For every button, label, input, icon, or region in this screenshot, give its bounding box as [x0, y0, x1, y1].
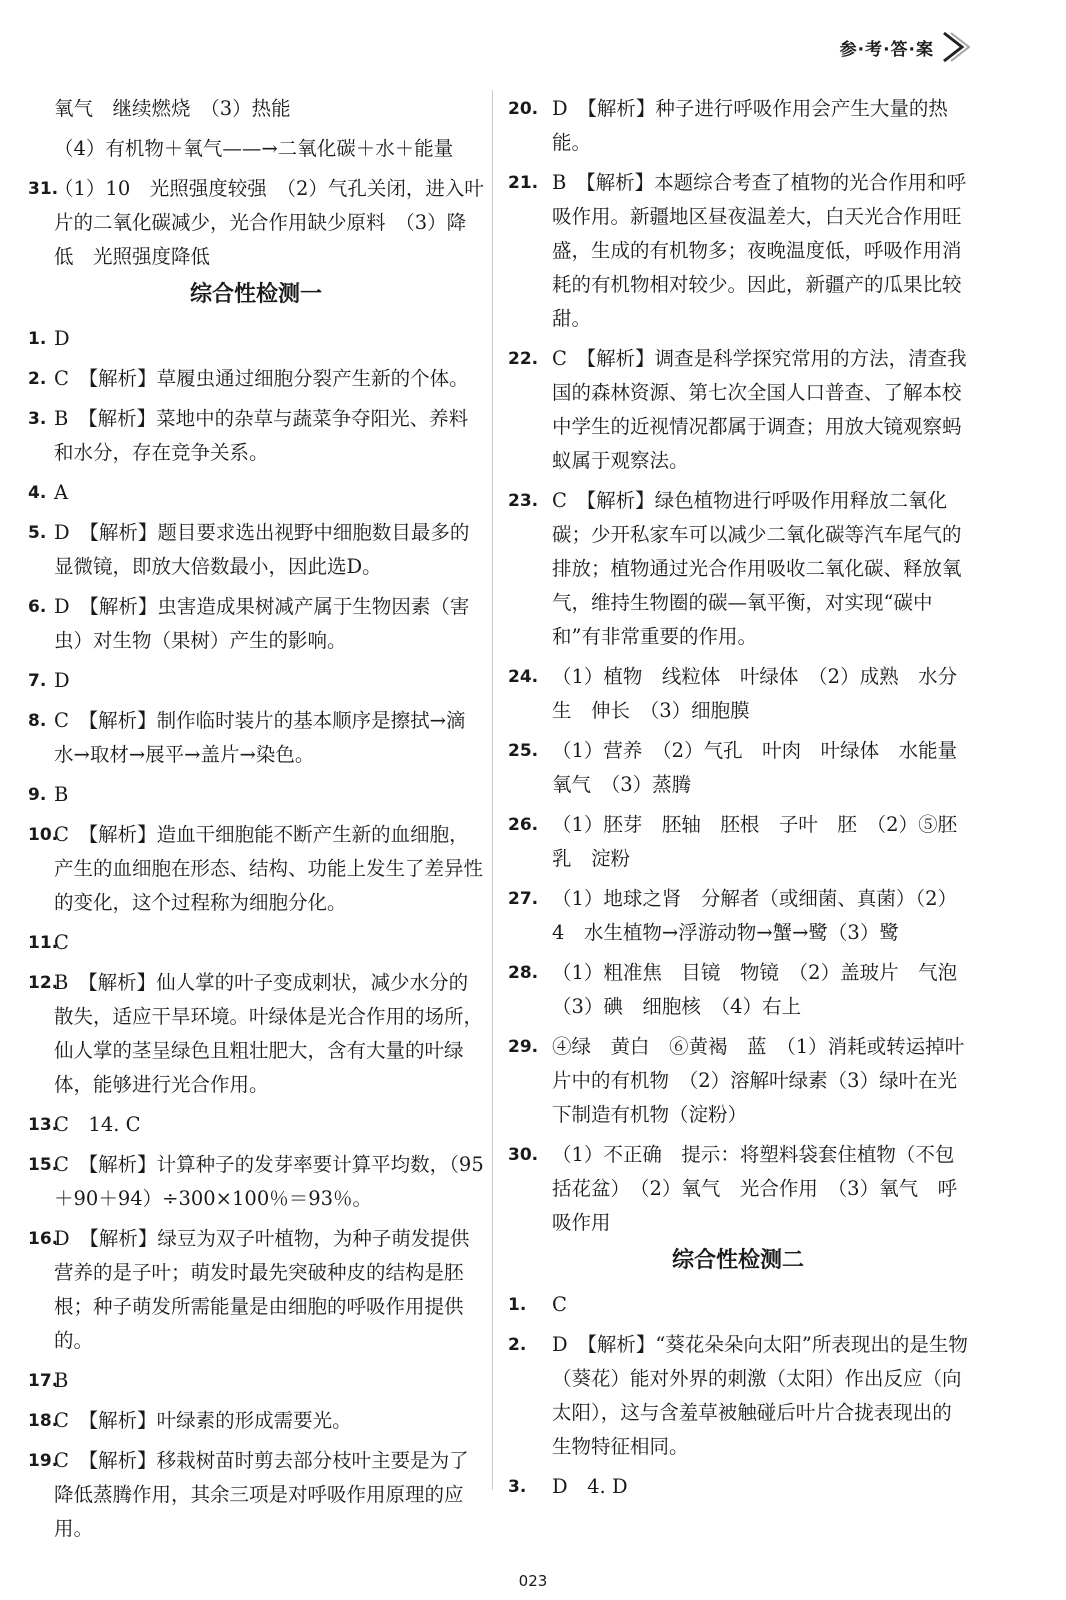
item-text: C 【解析】草履虫通过细胞分裂产生新的个体。	[54, 367, 469, 390]
answer-item	[508, 342, 968, 478]
answer-list-1-cont	[508, 92, 977, 1240]
item-number: 18.	[28, 1411, 59, 1431]
answer-item	[508, 1328, 968, 1464]
answer-item	[508, 1288, 968, 1322]
answer-item	[28, 1222, 484, 1358]
item-number: 29.	[508, 1037, 539, 1057]
item-text: C 【解析】制作临时装片的基本顺序是擦拭→滴水→取材→展平→盖片→染色。	[54, 709, 466, 766]
item-text: ④绿 黄白 ⑥黄褐 蓝 （1）消耗或转运掉叶片中的有机物 （2）溶解叶绿素（3）绿叶在光下制造有机物（淀粉）	[552, 1035, 965, 1126]
item-text: B 【解析】本题综合考查了植物的光合作用和呼吸作用。新疆地区昼夜温差大，白天光合作用旺盛，生成的有机物多；夜晚温度低，呼吸作用消耗的有机物相对较少。因此，新疆产的瓜果比较甜。	[552, 171, 967, 330]
item-number: 24.	[508, 667, 539, 687]
answer-item	[508, 166, 968, 336]
item-text: B 【解析】菜地中的杂草与蔬菜争夺阳光、养料和水分，存在竞争关系。	[54, 407, 469, 464]
item-number: 9.	[28, 785, 47, 805]
item-text: B	[54, 783, 69, 806]
item-text: D	[54, 669, 70, 692]
answer-item	[28, 818, 484, 920]
item-text: C 【解析】绿色植物进行呼吸作用释放二氧化碳；少开私家车可以减少二氧化碳等汽车尾气的排放；植物通过光合作用吸收二氧化碳、释放氧气，维持生物圈的碳—氧平衡，对实现“碳中和”有非常重要的作用。	[552, 489, 962, 648]
answer-item	[28, 966, 484, 1102]
answer-item	[28, 1404, 484, 1438]
header-label: 参·考·答·案	[839, 39, 934, 60]
section-title-2: 综合性检测二	[671, 1248, 804, 1273]
answer-item	[508, 808, 968, 876]
item-number: 28.	[508, 963, 539, 983]
column-divider	[492, 90, 493, 1490]
answer-item	[508, 1470, 968, 1504]
item-number: 7.	[28, 671, 47, 691]
item-number: 23.	[508, 491, 539, 511]
item-number: 12.	[28, 973, 59, 993]
item-text: C 14. C	[54, 1113, 141, 1136]
answer-item	[508, 1030, 968, 1132]
answer-item	[28, 402, 484, 470]
answer-item	[28, 704, 484, 772]
answer-item	[28, 516, 484, 584]
item-number: 13.	[28, 1115, 59, 1135]
answer-item	[508, 660, 968, 728]
right-column	[508, 92, 977, 1510]
item-number: 4.	[28, 483, 47, 503]
item-text: C 【解析】计算种子的发芽率要计算平均数，（95＋90＋94）÷300×100％＝93％。	[54, 1153, 484, 1210]
answer-item	[508, 484, 968, 654]
answer-list-2	[508, 1288, 968, 1504]
continued-line-1: 氧气 继续燃烧 （3）热能	[54, 97, 291, 120]
item-number: 25.	[508, 741, 539, 761]
answer-item	[28, 778, 484, 812]
item-text: D 【解析】虫害造成果树减产属于生物因素（害虫）对生物（果树）产生的影响。	[54, 595, 470, 652]
section-title-1: 综合性检测一	[189, 282, 322, 307]
item-text: （1）粗准焦 目镜 物镜 （2）盖玻片 气泡 （3）碘 细胞核 （4）右上	[552, 961, 977, 1018]
item-text: C 【解析】调查是科学探究常用的方法，清查我国的森林资源、第七次全国人口普查、了解本校中学生的近视情况都属于调查；用放大镜观察蚂蚁属于观察法。	[552, 347, 967, 472]
item-number: 3.	[28, 409, 47, 429]
item-text: D 4. D	[552, 1475, 628, 1498]
item-text: D 【解析】种子进行呼吸作用会产生大量的热能。	[552, 97, 948, 154]
item-number: 17.	[28, 1371, 59, 1391]
answer-list-1	[28, 322, 484, 1546]
answer-item	[28, 1148, 484, 1216]
item-text: A	[54, 481, 69, 504]
answer-item	[508, 1138, 968, 1240]
item-text: D 【解析】题目要求选出视野中细胞数目最多的显微镜，即放大倍数最小，因此选D。	[54, 521, 470, 578]
item-text: B 【解析】仙人掌的叶子变成刺状，减少水分的散失，适应干旱环境。叶绿体是光合作用的场所，仙人掌的茎呈绿色且粗壮肥大，含有大量的叶绿体，能够进行光合作用。	[54, 971, 484, 1096]
page-number: 023	[518, 1572, 548, 1590]
item-text: （1）植物 线粒体 叶绿体 （2）成熟 水分生 伸长 （3）细胞膜	[552, 665, 958, 722]
item-text: D	[54, 327, 70, 350]
item-text: （1）营养 （2）气孔 叶肉 叶绿体 水能量 氧气 （3）蒸腾	[552, 739, 977, 796]
item-number: 16.	[28, 1229, 59, 1249]
item-text: C 【解析】造血干细胞能不断产生新的血细胞，产生的血细胞在形态、结构、功能上发生了差异性的变化，这个过程称为细胞分化。	[54, 823, 484, 914]
answer-item	[28, 1364, 484, 1398]
item-number: 20.	[508, 99, 539, 119]
item-text: B	[54, 1369, 69, 1392]
item-number: 27.	[508, 889, 539, 909]
item-text: C	[552, 1293, 567, 1316]
item-text: C	[54, 931, 69, 954]
item-number: 26.	[508, 815, 539, 835]
item-number: 1.	[28, 329, 47, 349]
item-text: D 【解析】“葵花朵朵向太阳”所表现出的是生物（葵花）能对外界的刺激（太阳）作出反应（向太阳），这与含羞草被触碰后叶片合拢表现出的生物特征相同。	[552, 1333, 968, 1458]
item-number: 3.	[508, 1477, 527, 1497]
item-number: 10.	[28, 825, 59, 845]
running-header	[840, 30, 970, 64]
item-number: 15.	[28, 1155, 59, 1175]
item-number: 6.	[28, 597, 47, 617]
item-number: 11.	[28, 933, 59, 953]
continued-line-2: （4）有机物＋氧气——→二氧化碳＋水＋能量	[54, 137, 454, 160]
item-number: 1.	[508, 1295, 527, 1315]
item-number: 21.	[508, 173, 539, 193]
answer-item-31	[28, 172, 484, 274]
item-number: 5.	[28, 523, 47, 543]
item-number: 2.	[28, 369, 47, 389]
item-text: （1）地球之肾 分解者（或细菌、真菌）（2）4 水生植物→浮游动物→蟹→鹭（3）鹭	[552, 887, 958, 944]
item-number: 30.	[508, 1145, 539, 1165]
answer-item	[28, 590, 484, 658]
answer-item	[28, 1444, 484, 1546]
answer-item	[28, 362, 484, 396]
answer-item	[28, 1108, 484, 1142]
item-text: （1）10 光照强度较强 （2）气孔关闭，进入叶片的二氧化碳减少，光合作用缺少原料 （3）降低 光照强度降低	[54, 177, 484, 268]
answer-item	[28, 926, 484, 960]
answer-item	[508, 92, 968, 160]
item-number: 2.	[508, 1335, 527, 1355]
chevron-right-icon	[940, 30, 970, 64]
item-text: （1）胚芽 胚轴 胚根 子叶 胚 （2）⑤胚乳 淀粉	[552, 813, 958, 870]
answer-item	[508, 956, 977, 1024]
answer-item	[28, 322, 484, 356]
item-text: D 【解析】绿豆为双子叶植物，为种子萌发提供营养的是子叶；萌发时最先突破种皮的结构是胚根；种子萌发所需能量是由细胞的呼吸作用提供的。	[54, 1227, 470, 1352]
item-number: 31.	[28, 179, 59, 199]
answer-item	[28, 664, 484, 698]
item-text: （1）不正确 提示：将塑料袋套住植物（不包括花盆） （2）氧气 光合作用 （3）氧气 呼吸作用	[552, 1143, 958, 1234]
answer-item	[508, 734, 977, 802]
item-number: 8.	[28, 711, 47, 731]
item-text: C 【解析】移栽树苗时剪去部分枝叶主要是为了降低蒸腾作用，其余三项是对呼吸作用原理的应用。	[54, 1449, 469, 1540]
item-text: C 【解析】叶绿素的形成需要光。	[54, 1409, 352, 1432]
left-column	[28, 92, 484, 1552]
answer-item	[28, 476, 484, 510]
answer-item	[508, 882, 968, 950]
item-number: 19.	[28, 1451, 59, 1471]
item-number: 22.	[508, 349, 539, 369]
